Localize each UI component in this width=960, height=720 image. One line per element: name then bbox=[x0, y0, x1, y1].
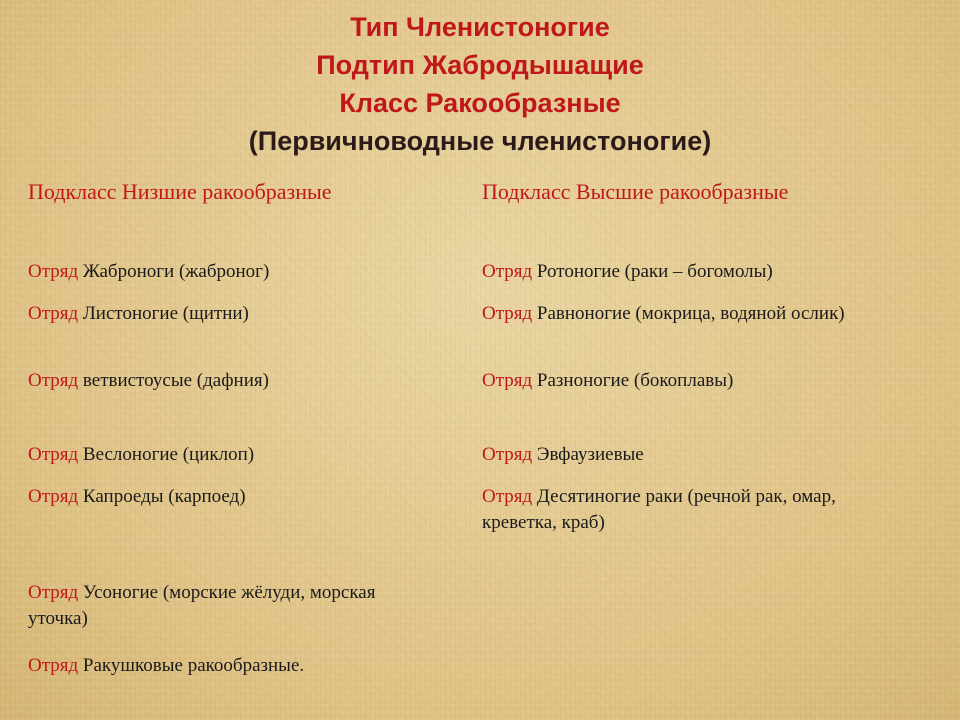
left-row-2 bbox=[28, 301, 458, 327]
title-phylum: Тип Членистоногие bbox=[350, 12, 610, 42]
order-name: Эвфаузиевые bbox=[532, 444, 644, 465]
order-prefix: Отряд bbox=[482, 261, 533, 282]
page-title bbox=[0, 8, 960, 160]
order-prefix: Отряд bbox=[28, 582, 79, 603]
order-prefix: Отряд bbox=[28, 303, 79, 324]
order-name: ветвистоусые (дафния) bbox=[78, 370, 269, 391]
order-name: Листоногие (щитни) bbox=[78, 303, 249, 324]
title-class: Класс Ракообразные bbox=[339, 88, 621, 118]
left-row-7 bbox=[28, 653, 458, 679]
right-row-1 bbox=[482, 259, 932, 285]
left-row-3 bbox=[28, 368, 458, 394]
left-column-header: Подкласс Низшие ракообразные bbox=[28, 179, 332, 204]
right-row-2 bbox=[482, 301, 882, 327]
order-name: Ротоногие (раки – богомолы) bbox=[532, 261, 773, 282]
order-name: Усоногие (морские жёлуди, морская уточка) bbox=[28, 582, 376, 629]
right-row-4 bbox=[482, 442, 932, 468]
title-subphylum: Подтип Жабродышащие bbox=[316, 50, 644, 80]
order-name: Капроеды (карпоед) bbox=[78, 486, 246, 507]
order-prefix: Отряд bbox=[28, 444, 79, 465]
order-prefix: Отряд bbox=[482, 444, 533, 465]
order-name: Равноногие (мокрица, водяной ослик) bbox=[532, 303, 845, 324]
left-row-1 bbox=[28, 259, 458, 285]
order-name: Разноногие (бокоплавы) bbox=[532, 370, 734, 391]
order-prefix: Отряд bbox=[28, 655, 79, 676]
order-prefix: Отряд bbox=[482, 303, 533, 324]
right-row-3 bbox=[482, 368, 932, 394]
order-name: Ракушковые ракообразные. bbox=[78, 655, 305, 676]
order-name: Жаброноги (жаброног) bbox=[78, 261, 270, 282]
order-prefix: Отряд bbox=[482, 370, 533, 391]
order-name: Десятиногие раки (речной рак, омар, креветка, краб) bbox=[482, 486, 836, 533]
order-prefix: Отряд bbox=[28, 261, 79, 282]
order-name: Веслоногие (циклоп) bbox=[78, 444, 255, 465]
left-row-5 bbox=[28, 484, 458, 510]
right-row-5 bbox=[482, 484, 882, 536]
left-row-4 bbox=[28, 442, 458, 468]
title-subtitle: (Первичноводные членистоногие) bbox=[248, 126, 712, 156]
right-column-header: Подкласс Высшие ракообразные bbox=[482, 179, 789, 204]
left-row-6 bbox=[28, 580, 408, 632]
order-prefix: Отряд bbox=[482, 486, 533, 507]
order-prefix: Отряд bbox=[28, 486, 79, 507]
order-prefix: Отряд bbox=[28, 370, 79, 391]
